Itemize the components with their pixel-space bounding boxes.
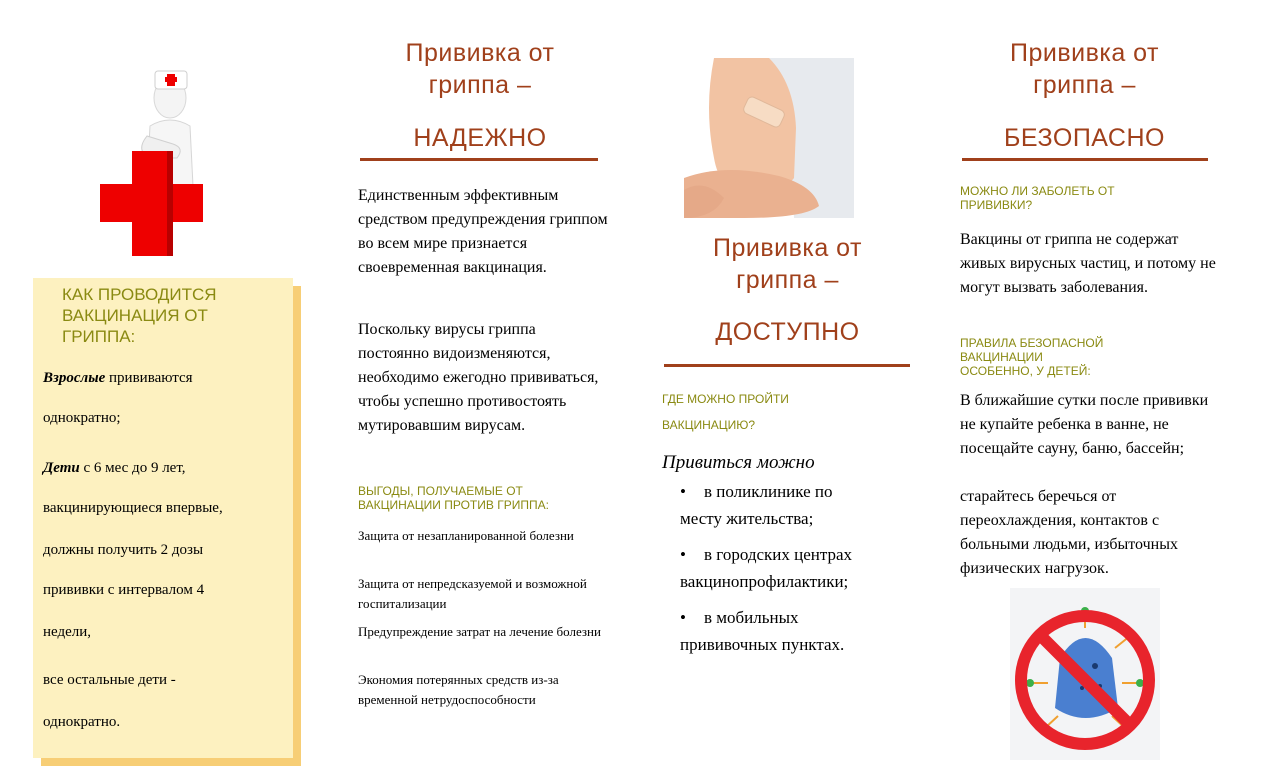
children-line-2: вакцинирующиеся впервые, — [43, 500, 223, 516]
panel3-title-line1: Прививка от — [712, 234, 862, 262]
rules-text-1: В ближайшие сутки после прививки не купайте ребенка в ванне, не посещайте сауну, баню, бассейн; — [960, 392, 1209, 457]
rules-heading-line2: ВАКЦИНАЦИИ — [960, 350, 1043, 364]
panel4-title-line2: гриппа – — [1033, 71, 1136, 99]
benefit-item: Экономия потерянных средств из-за временной нетрудоспособности — [358, 672, 559, 707]
no-virus-icon — [1010, 588, 1160, 760]
children-label: Дети — [43, 460, 80, 476]
panel4-divider — [962, 158, 1208, 161]
children-text: с 6 мес до 9 лет, — [79, 460, 186, 476]
adults-line — [43, 368, 193, 388]
panel3-divider — [664, 364, 910, 367]
place-item-clinic — [680, 478, 920, 532]
adults-line-2: однократно; — [43, 410, 121, 426]
panel2-divider — [360, 158, 598, 161]
benefit-item: Предупреждение затрат на лечение болезни — [358, 624, 601, 639]
box-heading: КАК ПРОВОДИТСЯ ВАКЦИНАЦИЯ ОТ ГРИППА: — [62, 285, 217, 346]
adults-label: Взрослые — [43, 370, 106, 386]
bullet-glyph: • — [680, 608, 686, 627]
others-line-1: все остальные дети - — [43, 672, 176, 688]
place-item-mobile — [680, 604, 920, 658]
panel2-paragraph-1: Единственным эффективным средством предупреждения гриппом во всем мире признается своевременная вакцинация. — [358, 187, 608, 276]
place-line: в мобильных — [704, 608, 799, 627]
panel3-subtitle: ДОСТУПНО — [715, 318, 860, 346]
q1-heading: МОЖНО ЛИ ЗАБОЛЕТЬ ОТ ПРИВИВКИ? — [960, 184, 1115, 212]
others-line-2: однократно. — [43, 714, 121, 730]
panel2-title-line1: Прививка от — [405, 39, 555, 67]
rules-heading — [960, 336, 1190, 378]
panel2-paragraph-2: Поскольку вирусы гриппа постоянно видоизменяются, необходимо ежегодно прививаться, чтобы успешно противостоять мутировавшим вирусам. — [358, 321, 599, 434]
rules-text-2: старайтесь беречься от переохлаждения, контактов с больными людьми, избыточных физических нагрузок. — [960, 488, 1178, 577]
panel2-title — [360, 37, 600, 101]
panel2-subtitle: НАДЕЖНО — [413, 124, 547, 152]
place-line: в поликлинике по — [704, 482, 833, 501]
benefits-heading: ВЫГОДЫ, ПОЛУЧАЕМЫЕ ОТ ВАКЦИНАЦИИ ПРОТИВ ГРИППА: — [358, 484, 549, 512]
bullet-glyph: • — [680, 482, 686, 501]
place-line: месту жительства; — [680, 509, 814, 528]
places-intro: Привиться можно — [662, 452, 815, 473]
children-line-4: прививки с интервалом 4 — [43, 582, 205, 598]
panel3-title — [665, 232, 910, 296]
bullet-glyph: • — [680, 545, 686, 564]
rules-heading-line1: ПРАВИЛА БЕЗОПАСНОЙ — [960, 336, 1104, 350]
place-line: прививочных пунктах. — [680, 635, 845, 654]
benefit-item: Защита от незапланированной болезни — [358, 528, 574, 543]
place-line: в городских центрах — [704, 545, 853, 564]
place-item-centers — [680, 541, 920, 595]
vaccinated-arm-photo — [684, 58, 854, 218]
panel3-title-line2: гриппа – — [736, 266, 839, 294]
children-line — [43, 458, 186, 478]
panel4-title — [962, 37, 1207, 101]
children-line-3: должны получить 2 дозы — [43, 542, 204, 558]
children-line-5: недели, — [43, 624, 92, 640]
nurse-with-red-cross-illustration — [95, 66, 215, 261]
q1-text: Вакцины от гриппа не содержат живых вирусных частиц, и потому не могут вызвать заболевания. — [960, 231, 1216, 296]
panel2-title-line2: гриппа – — [428, 71, 532, 99]
rules-heading-line3: ОСОБЕННО, У ДЕТЕЙ: — [960, 364, 1091, 378]
adults-text: прививаются — [105, 370, 193, 386]
panel4-title-line1: Прививка от — [1009, 39, 1159, 67]
panel4-subtitle: БЕЗОПАСНО — [1004, 124, 1165, 152]
place-line: вакцинопрофилактики; — [680, 572, 849, 591]
question-line-1: ГДЕ МОЖНО ПРОЙТИ — [662, 392, 789, 406]
question-line-2: ВАКЦИНАЦИЮ? — [662, 418, 756, 432]
benefit-item: Защита от непредсказуемой и возможной госпитализации — [358, 576, 587, 611]
